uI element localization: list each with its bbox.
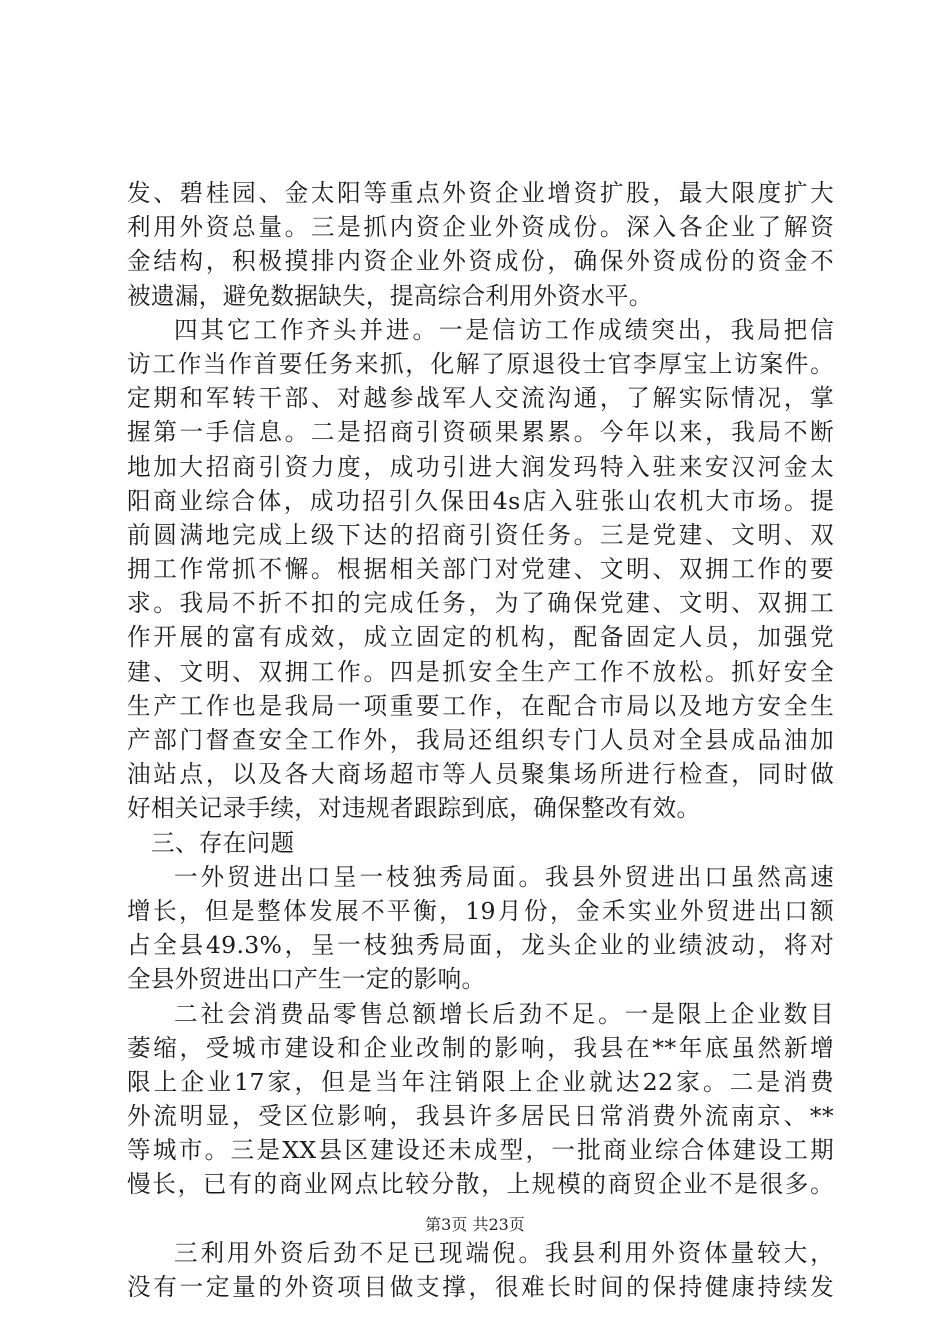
text-line: 占全县49.3%，呈一枝独秀局面，龙头企业的业绩波动，将对 bbox=[127, 931, 834, 960]
text-line: 握第一手信息。二是招商引资硕果累累。今年以来，我局不断 bbox=[127, 418, 834, 447]
text-line: 发、碧桂园、金太阳等重点外资企业增资扩股，最大限度扩大 bbox=[127, 179, 834, 207]
text-line: 求。我局不折不扣的完成任务，为了确保党建、文明、双拥工 bbox=[127, 589, 834, 618]
text-line: 产部门督查安全工作外，我局还组织专门人员对全县成品油加 bbox=[127, 726, 834, 754]
text-line: 阳商业综合体，成功招引久保田4s店入驻张山农机大市场。提 bbox=[127, 486, 834, 515]
text-line: 前圆满地完成上级下达的招商引资任务。三是党建、文明、双 bbox=[127, 520, 834, 549]
text-line: 四其它工作齐头并进。一是信访工作成绩突出，我局把信 bbox=[174, 315, 834, 344]
text-line: 拥工作常抓不懈。根据相关部门对党建、文明、双拥工作的要 bbox=[127, 555, 834, 584]
page-number-footer: 第3页 共23页 bbox=[425, 1215, 525, 1234]
text-line: 萎缩，受城市建设和企业改制的影响，我县在**年底虽然新增 bbox=[127, 1033, 834, 1062]
text-line: 慢长，已有的商业网点比较分散，上规模的商贸企业不是很多。 bbox=[127, 1170, 834, 1199]
text-line: 外流明显，受区位影响，我县许多居民日常消费外流南京、** bbox=[127, 1102, 834, 1131]
text-line: 地加大招商引资力度，成功引进大润发玛特入驻来安汉河金太 bbox=[127, 452, 834, 481]
text-line: 三利用外资后劲不足已现端倪。我县利用外资体量较大， bbox=[174, 1239, 834, 1268]
text-line: 没有一定量的外资项目做支撑，很难长时间的保持健康持续发 bbox=[127, 1273, 834, 1302]
text-line: 油站点，以及各大商场超市等人员聚集场所进行检查，同时做 bbox=[127, 760, 834, 789]
text-line: 等城市。三是XX县区建设还未成型，一批商业综合体建设工期 bbox=[127, 1136, 834, 1165]
text-line: 全县外贸进出口产生一定的影响。 bbox=[127, 965, 486, 994]
text-line: 一外贸进出口呈一枝独秀局面。我县外贸进出口虽然高速 bbox=[174, 862, 834, 891]
section-heading: 三、存在问题 bbox=[151, 828, 295, 857]
text-line: 限上企业17家，但是当年注销限上企业就达22家。二是消费 bbox=[127, 1067, 834, 1096]
text-line: 增长，但是整体发展不平衡，19月份，金禾实业外贸进出口额 bbox=[127, 896, 834, 925]
text-line: 作开展的富有成效，成立固定的机构，配备固定人员，加强党 bbox=[127, 623, 834, 652]
text-line: 访工作当作首要任务来抓，化解了原退役士官李厚宝上访案件。 bbox=[127, 349, 834, 378]
text-line: 建、文明、双拥工作。四是抓安全生产工作不放松。抓好安全 bbox=[127, 657, 834, 686]
text-line: 生产工作也是我局一项重要工作，在配合市局以及地方安全生 bbox=[127, 691, 834, 720]
text-line: 利用外资总量。三是抓内资企业外资成份。深入各企业了解资 bbox=[127, 213, 834, 242]
text-line: 金结构，积极摸排内资企业外资成份，确保外资成份的资金不 bbox=[127, 247, 834, 276]
text-line: 被遗漏，避免数据缺失，提高综合利用外资水平。 bbox=[127, 281, 653, 310]
text-line: 二社会消费品零售总额增长后劲不足。一是限上企业数目 bbox=[174, 999, 834, 1028]
text-line: 定期和军转干部、对越参战军人交流沟通，了解实际情况，掌 bbox=[127, 384, 834, 413]
text-line: 好相关记录手续，对违规者跟踪到底，确保整改有效。 bbox=[127, 794, 701, 823]
document-body bbox=[127, 176, 834, 1305]
